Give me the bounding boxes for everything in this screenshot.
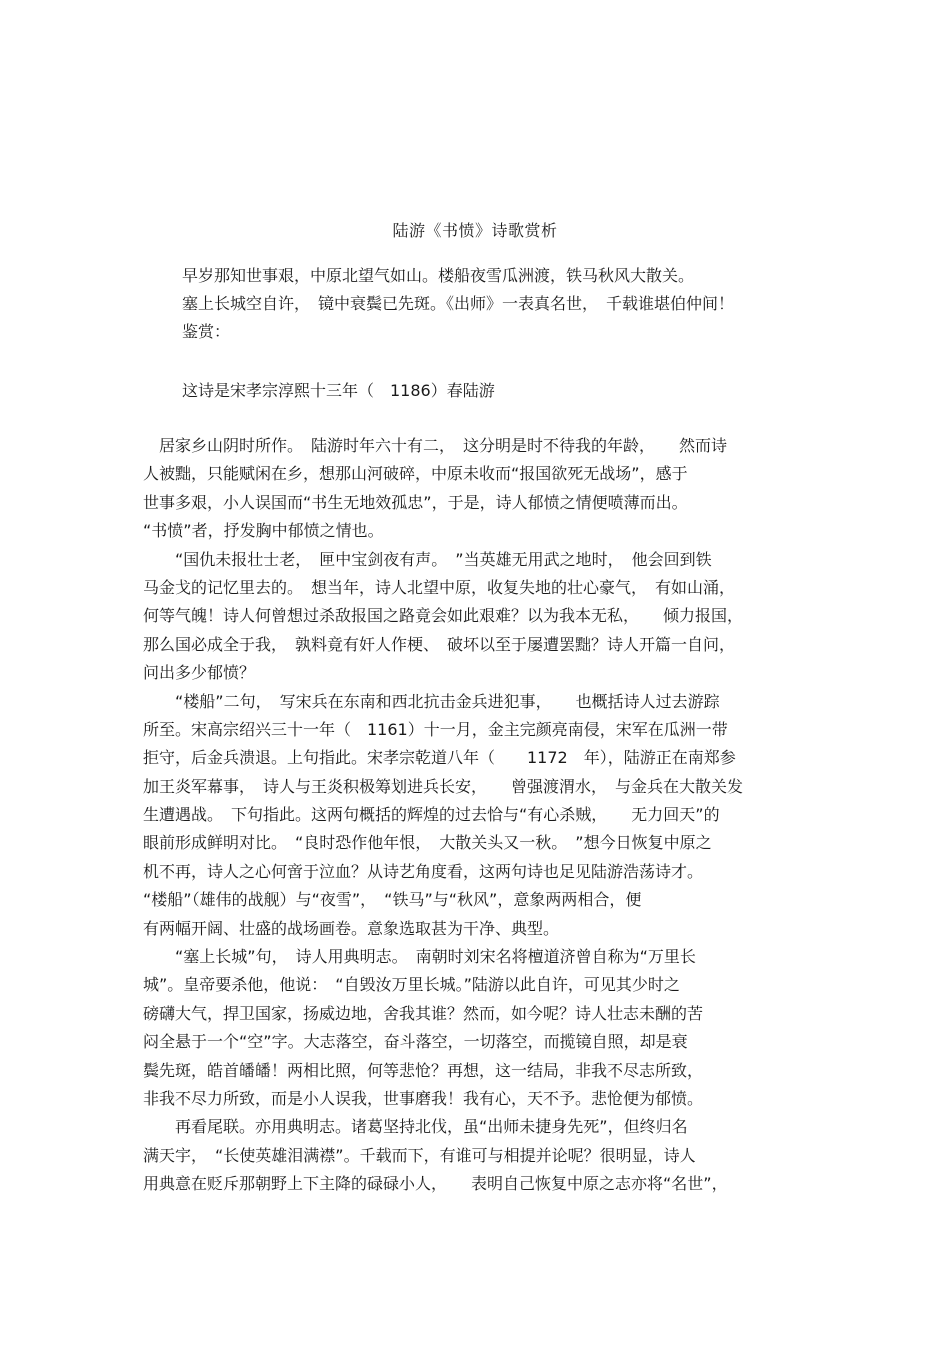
poem-line: 早岁那知世事艰，中原北望气如山。楼船夜雪瓜洲渡，铁马秋风大散关。 — [182, 266, 695, 285]
body-line: 问出多少郁愤？ — [143, 663, 256, 683]
body-line: 何等气魄！诗人何曾想过杀敌报国之路竟会如此艰难？以为我本无私， 倾力报国， — [143, 606, 744, 626]
body-line: 居家乡山阴时所作。 陆游时年六十有二， 这分明是时不待我的年龄， 然而诗 — [143, 436, 728, 455]
body-line: 磅礴大气，捍卫国家，扬威边地，舍我其谁？然而，如今呢？诗人壮志未酬的苦 — [143, 1003, 704, 1023]
poem-block — [182, 262, 822, 346]
body-line: 那么国必成全于我， 孰料竟有奸人作梗、 破坏以至于屡遭罢黜？诗人开篇一自问， — [143, 634, 736, 654]
body-line: 再看尾联。亦用典明志。诸葛坚持北伐，虽“出师未捷身先死”，但终归名 — [143, 1117, 688, 1137]
body-line: 用典意在贬斥那朝野上下主降的碌碌小人， 表明自己恢复中原之志亦将“名世”， — [143, 1174, 728, 1194]
poem-line: 塞上长城空自许， 镜中衰鬓已先斑。《出师》一表真名世， 千载谁堪伯仲间！ — [182, 294, 735, 313]
body-line: 加王炎军幕事， 诗人与王炎积极筹划进兵长安， 曾强渡渭水， 与金兵在大散关发 — [143, 776, 744, 796]
body-line: 马金戈的记忆里去的。 想当年，诗人北望中原，收复失地的壮心豪气， 有如山涌， — [143, 577, 736, 597]
body-line: 眼前形成鲜明对比。 “良时恐作他年恨， 大散关头又一秋。 ”想今日恢复中原之 — [143, 833, 712, 853]
body-line: 世事多艰，小人误国而“书生无地效孤忠”，于是，诗人郁愤之情便喷薄而出。 — [143, 492, 688, 512]
body-line: “楼船”（雄伟的战舰）与“夜雪”， “铁马”与“秋风”，意象两两相合，便 — [143, 890, 642, 910]
body-line: 非我不尽力所致，而是小人误我，世事磨我！我有心，天不予。悲怆便为郁愤。 — [143, 1088, 704, 1108]
body-line: 城”。皇帝要杀他，他说： “自毁汝万里长城。”陆游以此自许，可见其少时之 — [143, 975, 680, 995]
body-line: “国仇未报壮士老， 匣中宝剑夜有声。 ”当英雄无用武之地时， 他会回到铁 — [143, 549, 712, 569]
body-line: 满天宇， “长使英雄泪满襟”。千载而下，有谁可与相提并论呢？很明显，诗人 — [143, 1145, 696, 1165]
body-line: 闷全悬于一个“空”字。大志落空，奋斗落空，一切落空，而揽镜自照，却是衰 — [143, 1032, 688, 1052]
body-line: 机不再，诗人之心何啻于泣血？从诗艺角度看，这两句诗也足见陆游浩荡诗才。 — [143, 861, 704, 881]
body-line: 有两幅开阔、壮盛的战场画卷。意象选取甚为干净、典型。 — [143, 918, 560, 938]
body-line: 鬓先斑，皓首皤皤！两相比照，何等悲怆？再想，这一结局，非我不尽志所致， — [143, 1060, 704, 1080]
body-line: 人被黜，只能赋闲在乡，想那山河破碎，中原未收而“报国欲死无战场”，感于 — [143, 464, 688, 484]
intro-line: 这诗是宋孝宗淳熙十三年（ 1186）春陆游 — [182, 381, 495, 400]
body-line: 拒守，后金兵溃退。上句指此。宋孝宗乾道八年（ 1172 年），陆游正在南郑参 — [143, 748, 736, 768]
body-line: 所至。宋高宗绍兴三十一年（ 1161）十一月，金主完颜亮南侵，宋军在瓜洲一带 — [143, 719, 728, 739]
body-line: “楼船”二句， 写宋兵在东南和西北抗击金兵进犯事， 也概括诗人过去游踪 — [143, 691, 720, 711]
body-line: “书愤”者，抒发胸中郁愤之情也。 — [143, 521, 384, 541]
page-title: 陆游《书愤》诗歌赏析 — [392, 221, 558, 240]
body-line: 生遭遇战。 下句指此。这两句概括的辉煌的过去恰与“有心杀贼， 无力回天”的 — [143, 805, 720, 825]
commentary-body — [143, 432, 813, 1199]
body-line: “塞上长城”句， 诗人用典明志。 南朝时刘宋名将檀道济曾自称为“万里长 — [143, 947, 696, 967]
poem-line: 鉴赏： — [182, 322, 231, 341]
